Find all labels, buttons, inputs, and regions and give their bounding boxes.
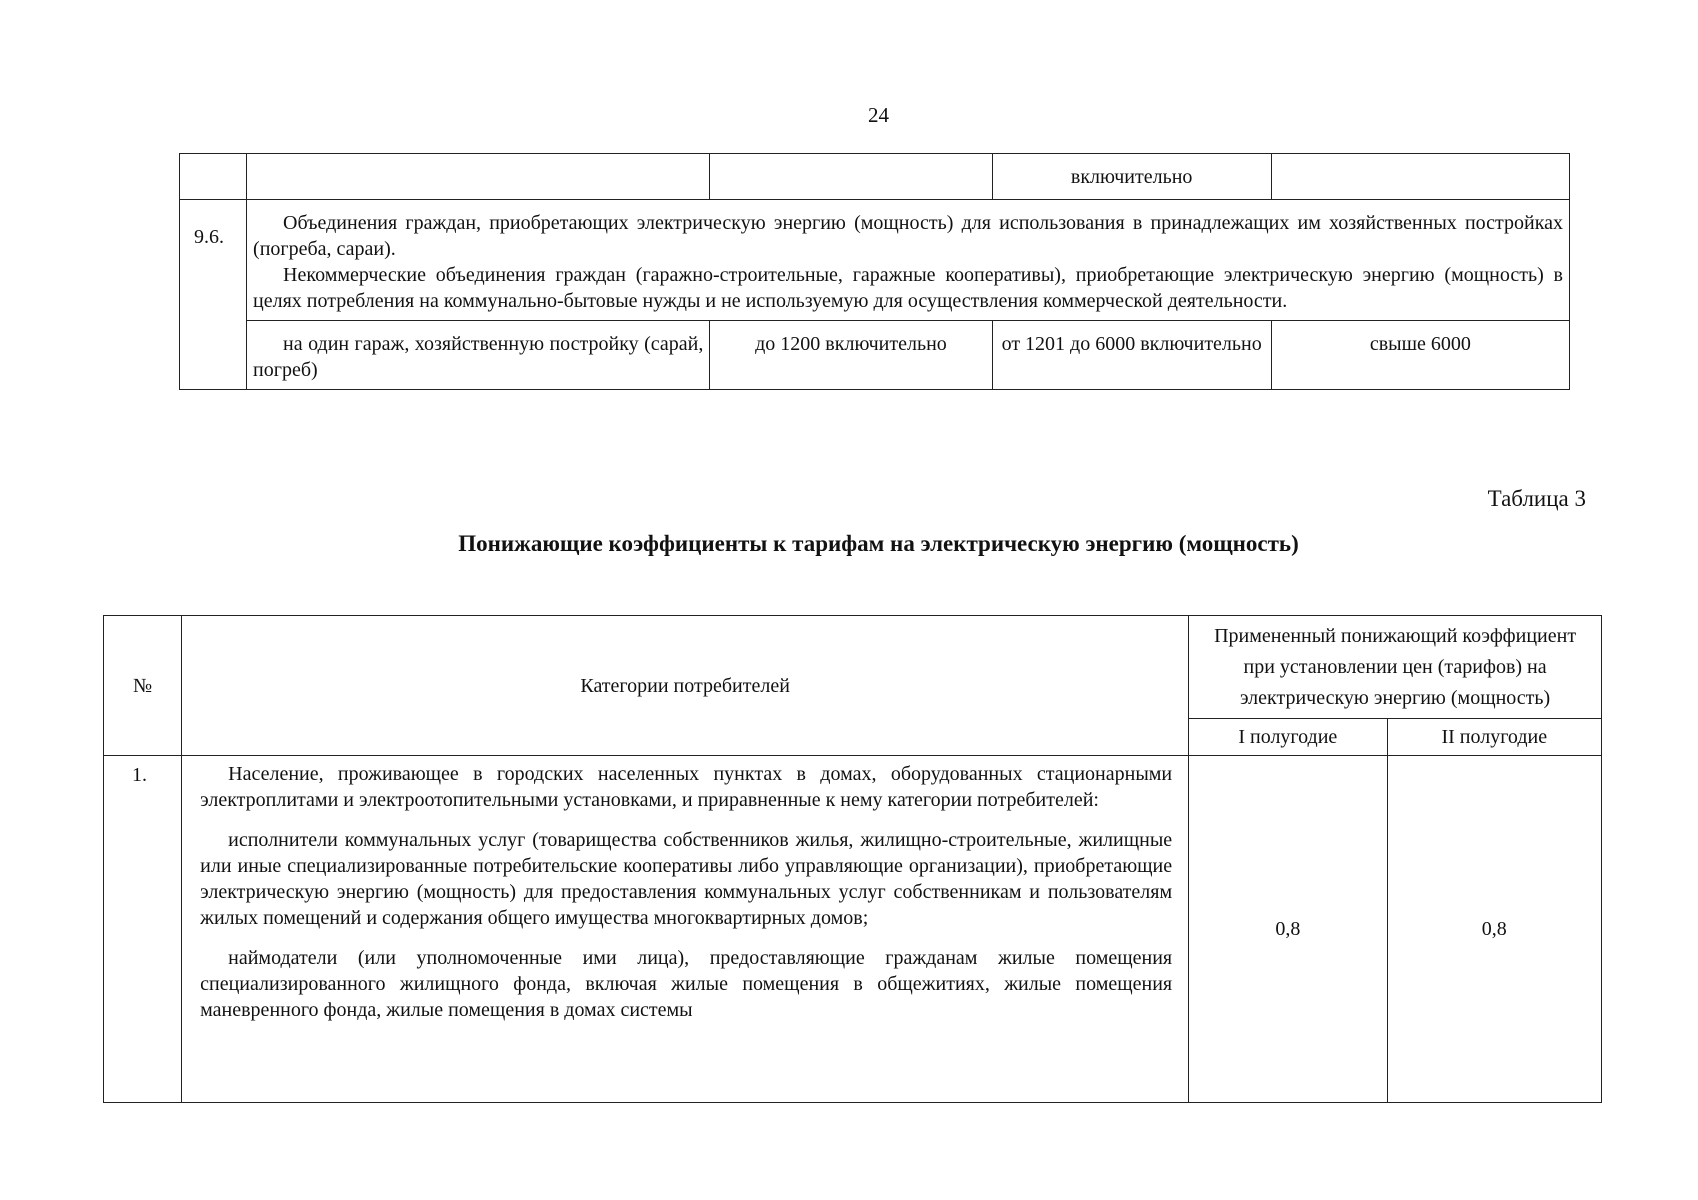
- coefficients-table: [103, 615, 1602, 1103]
- header-coefficient: Примененный понижающий коэффициент при установлении цен (тарифов) на электрическую энергию (мощность): [1189, 616, 1602, 719]
- consumption-unit-label: на один гараж, хозяйственную постройку (сарай, погреб): [247, 321, 710, 390]
- table-cell: [180, 154, 247, 200]
- description-paragraph: Некоммерческие объединения граждан (гаражно-строительные, гаражные кооперативы), приобретающие электрическую энергию (мощность) в целях потребления на коммунально-бытовые нужды и не используемую для осуществления коммерческой деятельности.: [253, 264, 1563, 312]
- consumption-range-3: свыше 6000: [1271, 321, 1569, 390]
- table-cell: [1271, 154, 1569, 200]
- consumption-range-1: до 1200 включительно: [710, 321, 992, 390]
- table-caption: Таблица 3: [1487, 486, 1586, 511]
- table-title: Понижающие коэффициенты к тарифам на электрическую энергию (мощность): [458, 531, 1299, 556]
- row-number: 1.: [104, 756, 182, 1103]
- table-row: [180, 321, 1570, 390]
- description-paragraph: Объединения граждан, приобретающих электрическую энергию (мощность) для использования в принадлежащих им хозяйственных постройках (погреба, сараи).: [253, 212, 1563, 260]
- table-cell: включительно: [992, 154, 1271, 200]
- consumption-range-2: от 1201 до 6000 включительно: [992, 321, 1271, 390]
- category-description: [247, 200, 1570, 321]
- table-cell: [247, 154, 710, 200]
- table-row: [180, 154, 1570, 200]
- row-number: 9.6.: [180, 200, 247, 390]
- table-row: [180, 200, 1570, 321]
- table-header-row: [104, 616, 1602, 719]
- coefficient-half-1: 0,8: [1189, 756, 1387, 1103]
- header-half-1: I полугодие: [1189, 719, 1387, 756]
- description-paragraph: наймодатели (или уполномоченные ими лица), предоставляющие гражданам жилые помещения специализированного жилищного фонда, включая жилые помещения в общежитиях, жилые помещения маневренного фонда, жилые помещения в домах системы: [200, 947, 1173, 1021]
- coefficient-half-2: 0,8: [1387, 756, 1601, 1103]
- header-half-2: II полугодие: [1387, 719, 1601, 756]
- header-category: Категории потребителей: [182, 616, 1189, 756]
- tariff-table-continuation: [179, 153, 1570, 390]
- description-paragraph: исполнители коммунальных услуг (товарищества собственников жилья, жилищно-строительные, жилищные или иные специализированные потребительские кооперативы либо управляющие организации), приобретающие электрическую энергию (мощность) для предоставления коммунальных услуг собственникам и пользователям жилых помещений и содержания общего имущества многоквартирных домов;: [200, 829, 1173, 929]
- category-description: [182, 756, 1189, 1103]
- page-number: 24: [868, 103, 889, 127]
- header-number: №: [104, 616, 182, 756]
- table-row: [104, 756, 1602, 1103]
- description-paragraph: Население, проживающее в городских населенных пунктах в домах, оборудованных стационарными электроплитами и электроотопительными установками, и приравненные к нему категории потребителей:: [200, 763, 1173, 811]
- table-cell: [710, 154, 992, 200]
